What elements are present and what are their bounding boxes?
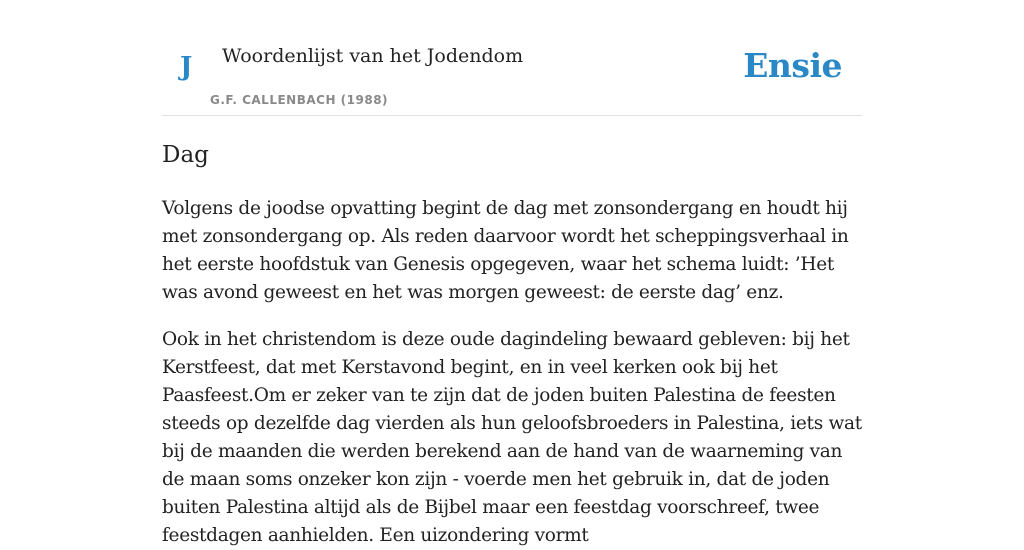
page	[162, 0, 862, 550]
header	[162, 0, 862, 116]
entry-paragraph: Ook in het christendom is deze oude dagindeling bewaard gebleven: bij het Kerstfeest, dat met Kerstavond begint, en in veel kerken ook bij het Paasfeest.Om er zeker van te zijn dat de joden buiten Palestina de feesten steeds op dezelfde dag vierden als hun geloofsbroeders in Palestina, iets wat bij de maanden die werden berekend aan de hand van de waarneming van de maan soms onzeker kon zijn - voerde men het gebruik in, dat de joden buiten Palestina altijd als de Bijbel maar een feestdag voorschreef, twee feestdagen aanhielden. Een uizondering vormt	[162, 329, 862, 546]
entry-body	[162, 195, 862, 550]
book-author: G.F. CALLENBACH (1988)	[210, 93, 389, 107]
entry-title: Dag	[162, 142, 209, 168]
entry-paragraph: Volgens de joodse opvatting begint de dag met zonsondergang en houdt hij met zonsondergang op. Als reden daarvoor wordt het scheppingsverhaal in het eerste hoofdstuk van Genesis opgegeven, waar het schema luidt: ’Het was avond geweest en het was morgen geweest: de eerste dag’ enz.	[162, 198, 849, 303]
book-title-link[interactable]: Woordenlijst van het Jodendom	[222, 45, 524, 67]
ensie-logo-link[interactable]: Ensie	[743, 46, 842, 85]
book-logo-icon[interactable]: J	[180, 52, 193, 82]
